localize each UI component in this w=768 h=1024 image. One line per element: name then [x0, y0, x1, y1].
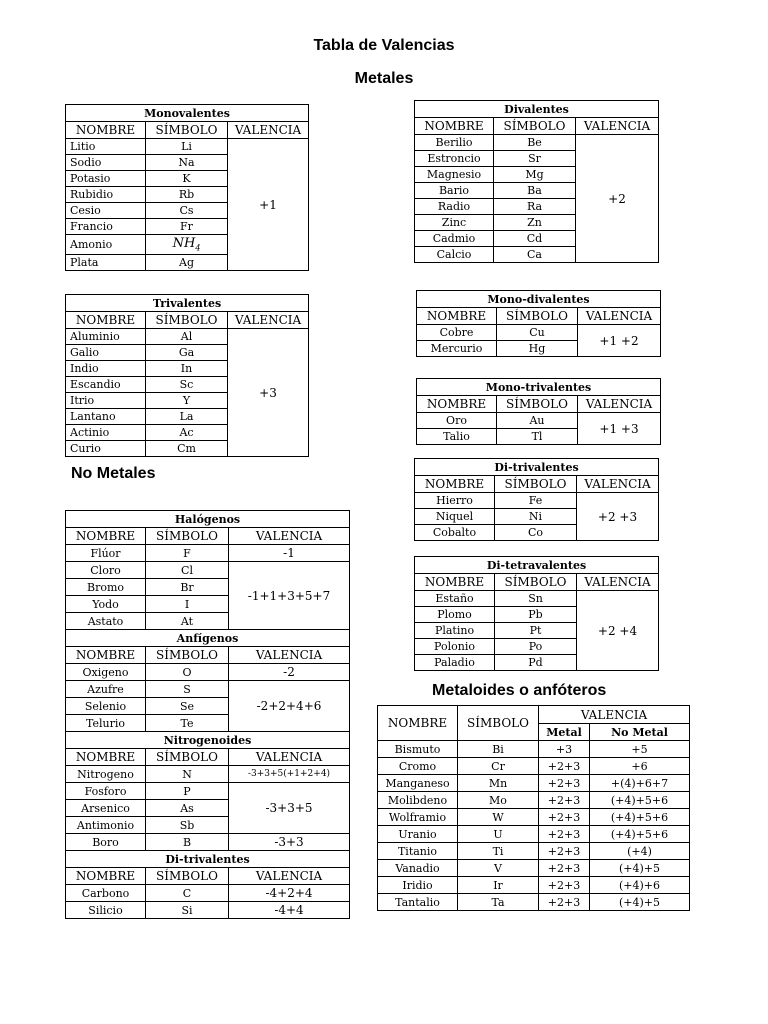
element-symbol: Pb [495, 607, 577, 623]
element-symbol: Mn [458, 775, 539, 792]
column-header-simbolo: SÍMBOLO [458, 706, 539, 741]
element-symbol: Ga [146, 345, 228, 361]
element-symbol: Fe [495, 493, 577, 509]
table-title-row [66, 295, 309, 312]
element-symbol: As [146, 800, 229, 817]
element-symbol: U [458, 826, 539, 843]
column-header-nombre: NOMBRE [66, 528, 146, 545]
element-name: Plata [66, 255, 146, 271]
element-name: Telurio [66, 715, 146, 732]
element-symbol: P [146, 783, 229, 800]
element-symbol: Zn [494, 215, 576, 231]
table-row [66, 681, 350, 698]
element-name: Aluminio [66, 329, 146, 345]
group-title: Di-trivalentes [66, 851, 350, 868]
element-name: Bromo [66, 579, 146, 596]
element-name: Nitrogeno [66, 766, 146, 783]
element-symbol: Se [146, 698, 229, 715]
table-row [66, 783, 350, 800]
table-row [66, 545, 350, 562]
element-name: Mercurio [417, 341, 497, 357]
element-symbol: Ni [495, 509, 577, 525]
header-row [66, 749, 350, 766]
element-symbol: Ag [146, 255, 228, 271]
element-name: Tantalio [378, 894, 458, 911]
table-title-row [66, 105, 309, 122]
element-name: Boro [66, 834, 146, 851]
valencia-no-metal: (+4) [590, 843, 690, 860]
table-title-row [66, 851, 350, 868]
column-header-valencia: VALENCIA [577, 476, 659, 493]
element-name: Galio [66, 345, 146, 361]
element-name: Potasio [66, 171, 146, 187]
element-symbol: Ac [146, 425, 228, 441]
valencia-metal: +2+3 [539, 792, 590, 809]
element-symbol: In [146, 361, 228, 377]
element-symbol: Y [146, 393, 228, 409]
column-header-valencia: VALENCIA [578, 396, 661, 413]
column-header-nombre: NOMBRE [66, 868, 146, 885]
group-title: Halógenos [66, 511, 350, 528]
element-name: Wolframio [378, 809, 458, 826]
table-row [66, 902, 350, 919]
table-no-metales [65, 510, 350, 919]
element-name: Cloro [66, 562, 146, 579]
element-symbol: Cl [146, 562, 229, 579]
element-symbol: Ca [494, 247, 576, 263]
element-symbol: Sn [495, 591, 577, 607]
section-no-metales-heading: No Metales [71, 465, 156, 482]
element-symbol: Te [146, 715, 229, 732]
element-symbol: Pt [495, 623, 577, 639]
column-header-simbolo: SÍMBOLO [495, 476, 577, 493]
column-header-simbolo: SÍMBOLO [494, 118, 576, 135]
valencia-no-metal: (+4)+5+6 [590, 809, 690, 826]
element-name: Antimonio [66, 817, 146, 834]
header-row [417, 396, 661, 413]
valencia-no-metal: (+4)+5+6 [590, 826, 690, 843]
valencia-value: +3 [228, 329, 309, 457]
table-metaloides [377, 705, 690, 911]
table-row [378, 843, 690, 860]
formula-text: NH [172, 235, 196, 251]
element-name: Molibdeno [378, 792, 458, 809]
element-symbol: La [146, 409, 228, 425]
valencia-value: +1 +2 [578, 325, 661, 357]
element-name: Francio [66, 219, 146, 235]
element-symbol: Ra [494, 199, 576, 215]
element-symbol: Cr [458, 758, 539, 775]
table-title: Divalentes [415, 101, 659, 118]
header-row [66, 312, 309, 329]
table-divalentes [414, 100, 659, 263]
column-header-valencia: VALENCIA [539, 706, 690, 724]
column-header-nombre: NOMBRE [66, 749, 146, 766]
element-symbol: Ta [458, 894, 539, 911]
element-name: Cesio [66, 203, 146, 219]
table-row [417, 413, 661, 429]
table-row [378, 775, 690, 792]
table-mono-divalentes [416, 290, 661, 357]
valencia-no-metal: (+4)+5 [590, 860, 690, 877]
formula-subscript: 4 [195, 243, 201, 253]
column-header-nombre: NOMBRE [417, 308, 497, 325]
column-header-simbolo: SÍMBOLO [497, 396, 578, 413]
valencia-metal: +2+3 [539, 826, 590, 843]
valencia-value: -1+1+3+5+7 [229, 562, 350, 630]
element-name: Estaño [415, 591, 495, 607]
element-name: Flúor [66, 545, 146, 562]
element-name: Litio [66, 139, 146, 155]
element-name: Platino [415, 623, 495, 639]
valencia-value: -1 [229, 545, 350, 562]
column-header-nombre: NOMBRE [66, 647, 146, 664]
element-symbol: N [146, 766, 229, 783]
table-row [66, 139, 309, 155]
element-symbol: Tl [497, 429, 578, 445]
table-title: Mono-trivalentes [417, 379, 661, 396]
table-title-row [66, 732, 350, 749]
element-symbol: Ba [494, 183, 576, 199]
table-title: Monovalentes [66, 105, 309, 122]
table-title: Di-trivalentes [415, 459, 659, 476]
column-header-simbolo: SÍMBOLO [146, 312, 228, 329]
element-name: Manganeso [378, 775, 458, 792]
column-header-valencia: VALENCIA [228, 122, 309, 139]
element-name: Talio [417, 429, 497, 445]
valencia-metal: +2+3 [539, 809, 590, 826]
element-name: Azufre [66, 681, 146, 698]
element-symbol: Li [146, 139, 228, 155]
table-title-row [66, 630, 350, 647]
element-symbol: Ti [458, 843, 539, 860]
element-name: Escandio [66, 377, 146, 393]
element-symbol: Sb [146, 817, 229, 834]
element-symbol: Br [146, 579, 229, 596]
element-name: Niquel [415, 509, 495, 525]
valencia-value: -2+2+4+6 [229, 681, 350, 732]
element-name: Paladio [415, 655, 495, 671]
element-name: Uranio [378, 826, 458, 843]
element-name: Selenio [66, 698, 146, 715]
valencia-no-metal: (+4)+5 [590, 894, 690, 911]
element-symbol: Sc [146, 377, 228, 393]
table-row [66, 766, 350, 783]
table-row [378, 860, 690, 877]
element-symbol: Al [146, 329, 228, 345]
table-title-row [417, 291, 661, 308]
element-name: Hierro [415, 493, 495, 509]
table-title-row [415, 459, 659, 476]
element-symbol: Si [146, 902, 229, 919]
table-di-trivalentes-metales [414, 458, 659, 541]
element-symbol: Hg [497, 341, 578, 357]
column-header-metal: Metal [539, 724, 590, 741]
table-row [66, 885, 350, 902]
element-name: Berilio [415, 135, 494, 151]
element-symbol: Po [495, 639, 577, 655]
element-name: Vanadio [378, 860, 458, 877]
table-title: Di-tetravalentes [415, 557, 659, 574]
element-name: Estroncio [415, 151, 494, 167]
element-symbol: S [146, 681, 229, 698]
table-row [378, 826, 690, 843]
column-header-nombre: NOMBRE [66, 312, 146, 329]
section-metales-heading: Metales [354, 70, 414, 87]
table-row [66, 664, 350, 681]
section-metaloides-heading: Metaloides o anfóteros [432, 682, 607, 699]
element-symbol: V [458, 860, 539, 877]
element-name: Cromo [378, 758, 458, 775]
element-symbol: C [146, 885, 229, 902]
valencia-value: -3+3+5 [229, 783, 350, 834]
element-symbol: Na [146, 155, 228, 171]
element-name: Curio [66, 441, 146, 457]
element-name: Cobalto [415, 525, 495, 541]
element-name: Yodo [66, 596, 146, 613]
column-header-simbolo: SÍMBOLO [146, 868, 229, 885]
table-row [378, 894, 690, 911]
table-row [378, 877, 690, 894]
valencia-no-metal: (+4)+5+6 [590, 792, 690, 809]
table-title: Mono-divalentes [417, 291, 661, 308]
column-header-valencia: VALENCIA [577, 574, 659, 591]
valencia-value: +1 +3 [578, 413, 661, 445]
element-symbol: Be [494, 135, 576, 151]
element-name: Titanio [378, 843, 458, 860]
valencia-metal: +2+3 [539, 758, 590, 775]
element-name: Zinc [415, 215, 494, 231]
element-symbol: Cd [494, 231, 576, 247]
table-mono-trivalentes [416, 378, 661, 445]
table-row [66, 834, 350, 851]
table-row [415, 135, 659, 151]
header-row [417, 308, 661, 325]
table-row [378, 741, 690, 758]
table-row [415, 493, 659, 509]
element-name: Itrio [66, 393, 146, 409]
column-header-valencia: VALENCIA [578, 308, 661, 325]
element-symbol: I [146, 596, 229, 613]
table-title-row [415, 101, 659, 118]
valencia-metal: +2+3 [539, 843, 590, 860]
element-name: Radio [415, 199, 494, 215]
table-row [378, 792, 690, 809]
element-symbol: Sr [494, 151, 576, 167]
column-header-valencia: VALENCIA [576, 118, 659, 135]
table-di-tetravalentes [414, 556, 659, 671]
header-row [415, 574, 659, 591]
element-symbol: At [146, 613, 229, 630]
column-header-valencia: VALENCIA [228, 312, 309, 329]
element-name: Fosforo [66, 783, 146, 800]
header-row [66, 647, 350, 664]
element-name: Bario [415, 183, 494, 199]
element-symbol: Co [495, 525, 577, 541]
element-name: Magnesio [415, 167, 494, 183]
column-header-simbolo: SÍMBOLO [146, 749, 229, 766]
element-symbol: O [146, 664, 229, 681]
element-symbol: Cu [497, 325, 578, 341]
column-header-valencia: VALENCIA [229, 647, 350, 664]
valencia-value: +2 +4 [577, 591, 659, 671]
column-header-nombre: NOMBRE [417, 396, 497, 413]
element-name: Indio [66, 361, 146, 377]
element-name: Iridio [378, 877, 458, 894]
valencia-value: +2 [576, 135, 659, 263]
table-title: Trivalentes [66, 295, 309, 312]
element-name: Sodio [66, 155, 146, 171]
valencia-value: -3+3+5(+1+2+4) [229, 766, 350, 783]
element-name: Cadmio [415, 231, 494, 247]
valencia-no-metal: (+4)+6 [590, 877, 690, 894]
element-symbol: Fr [146, 219, 228, 235]
valencia-value: -4+4 [229, 902, 350, 919]
element-symbol: Mg [494, 167, 576, 183]
column-header-nombre: NOMBRE [66, 122, 146, 139]
column-header-valencia: VALENCIA [229, 749, 350, 766]
element-name: Carbono [66, 885, 146, 902]
table-row [415, 591, 659, 607]
column-header-simbolo: SÍMBOLO [495, 574, 577, 591]
table-trivalentes [65, 294, 309, 457]
header-row [378, 706, 690, 724]
element-name: Amonio [66, 235, 146, 255]
column-header-simbolo: SÍMBOLO [146, 647, 229, 664]
table-row [417, 325, 661, 341]
valencia-value: +1 [228, 139, 309, 271]
element-symbol: B [146, 834, 229, 851]
element-symbol: Mo [458, 792, 539, 809]
valencia-value: -2 [229, 664, 350, 681]
group-title: Nitrogenoides [66, 732, 350, 749]
element-name: Cobre [417, 325, 497, 341]
valencia-no-metal: +5 [590, 741, 690, 758]
element-symbol: Cm [146, 441, 228, 457]
element-name: Actinio [66, 425, 146, 441]
element-symbol: Pd [495, 655, 577, 671]
header-row [66, 122, 309, 139]
element-symbol: F [146, 545, 229, 562]
table-title-row [415, 557, 659, 574]
element-name: Polonio [415, 639, 495, 655]
table-row [66, 329, 309, 345]
column-header-simbolo: SÍMBOLO [146, 528, 229, 545]
column-header-valencia: VALENCIA [229, 868, 350, 885]
table-title-row [66, 511, 350, 528]
element-name: Arsenico [66, 800, 146, 817]
table-row [378, 758, 690, 775]
table-row [378, 809, 690, 826]
column-header-nombre: NOMBRE [415, 118, 494, 135]
element-symbol: Au [497, 413, 578, 429]
element-name: Bismuto [378, 741, 458, 758]
header-row [415, 476, 659, 493]
valencia-metal: +2+3 [539, 894, 590, 911]
header-row [66, 528, 350, 545]
column-header-simbolo: SÍMBOLO [497, 308, 578, 325]
element-symbol: Cs [146, 203, 228, 219]
valencia-value: -3+3 [229, 834, 350, 851]
valencia-no-metal: +6 [590, 758, 690, 775]
element-name: Astato [66, 613, 146, 630]
element-name: Oxigeno [66, 664, 146, 681]
element-symbol: K [146, 171, 228, 187]
column-header-nombre: NOMBRE [415, 574, 495, 591]
element-symbol: Rb [146, 187, 228, 203]
header-row [415, 118, 659, 135]
element-name: Calcio [415, 247, 494, 263]
element-name: Plomo [415, 607, 495, 623]
valencia-value: +2 +3 [577, 493, 659, 541]
valencia-value: -4+2+4 [229, 885, 350, 902]
element-name: Rubidio [66, 187, 146, 203]
element-name: Silicio [66, 902, 146, 919]
element-symbol: Ir [458, 877, 539, 894]
table-title-row [417, 379, 661, 396]
valencia-metal: +2+3 [539, 775, 590, 792]
valencia-metal: +2+3 [539, 860, 590, 877]
table-monovalentes [65, 104, 309, 271]
table-row [66, 562, 350, 579]
column-header-no-metal: No Metal [590, 724, 690, 741]
column-header-valencia: VALENCIA [229, 528, 350, 545]
element-symbol: W [458, 809, 539, 826]
element-name: Lantano [66, 409, 146, 425]
valencia-metal: +2+3 [539, 877, 590, 894]
header-row [66, 868, 350, 885]
page-title: Tabla de Valencias [313, 37, 455, 54]
column-header-simbolo: SÍMBOLO [146, 122, 228, 139]
column-header-nombre: NOMBRE [415, 476, 495, 493]
column-header-nombre: NOMBRE [378, 706, 458, 741]
element-symbol: Bi [458, 741, 539, 758]
element-name: Oro [417, 413, 497, 429]
valencia-metal: +3 [539, 741, 590, 758]
valencia-no-metal: +(4)+6+7 [590, 775, 690, 792]
element-symbol [146, 235, 228, 255]
group-title: Anfígenos [66, 630, 350, 647]
